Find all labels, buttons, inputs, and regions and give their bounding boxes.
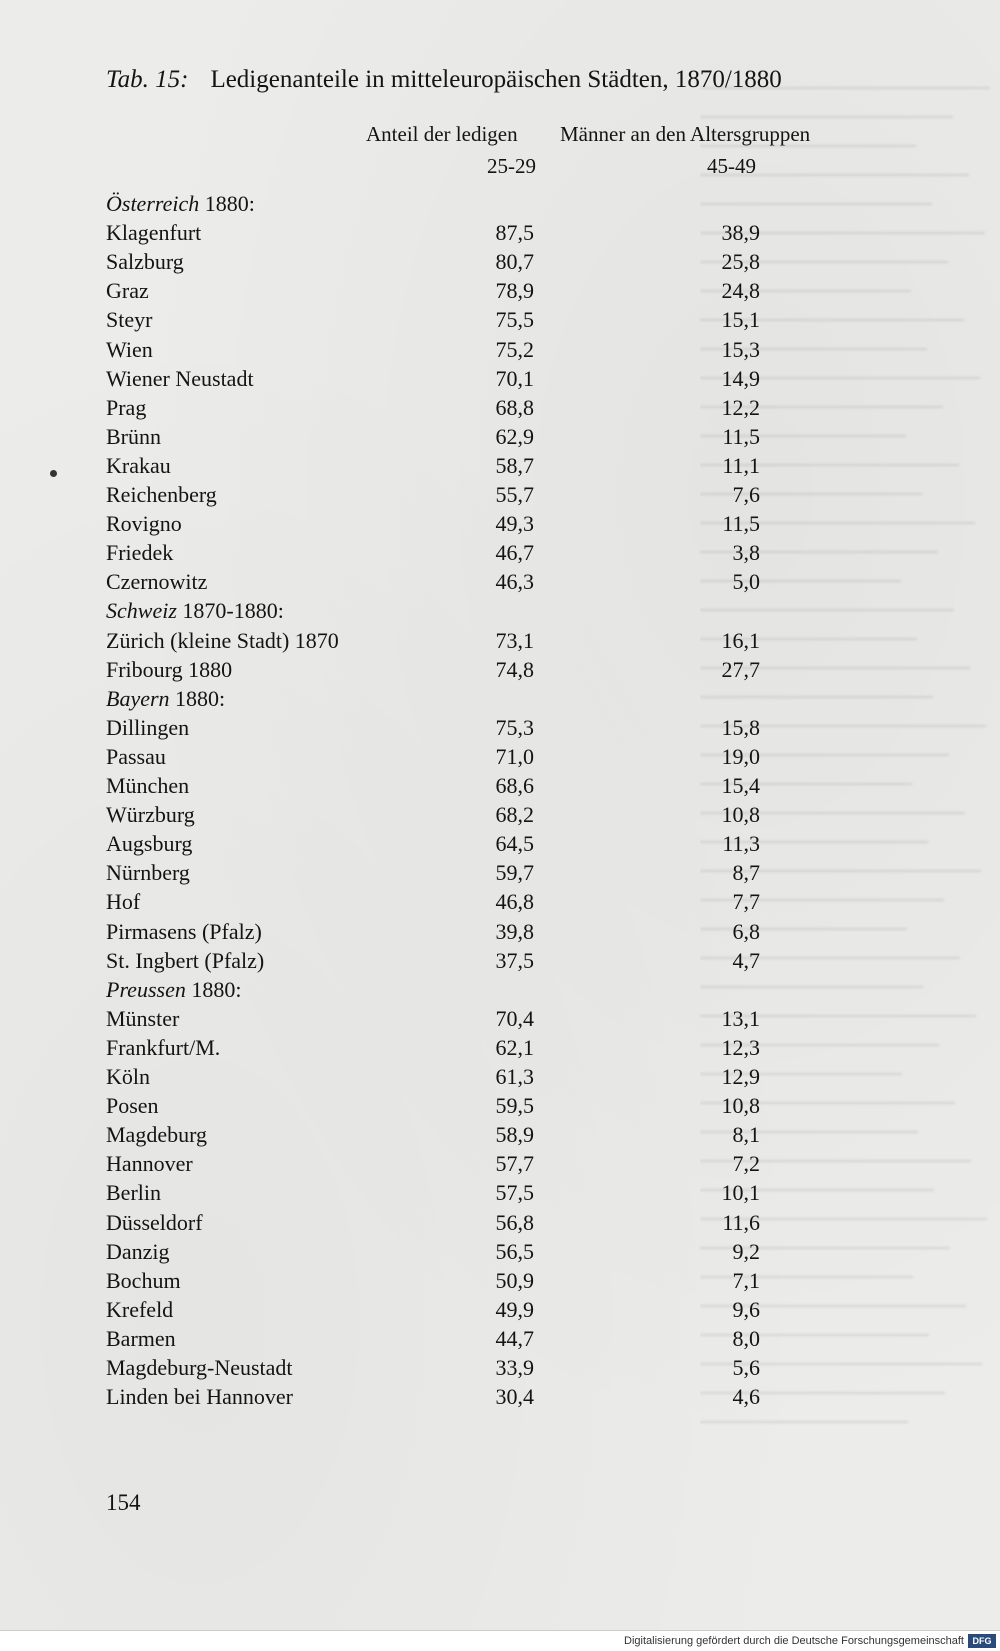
table-row [0, 888, 1000, 916]
value-45-49: 16,1 [721, 627, 760, 653]
value-45-49: 27,7 [721, 656, 760, 682]
value-25-29: 30,4 [495, 1384, 534, 1410]
city-name: Danzig [106, 1238, 170, 1264]
value-45-49: 12,9 [721, 1064, 760, 1089]
value-25-29: 46,7 [495, 540, 534, 566]
column-header-45-49: 45-49 [707, 154, 756, 178]
table-row [0, 510, 1000, 538]
value-45-49: 8,0 [732, 1325, 760, 1351]
value-25-29: 39,8 [495, 918, 534, 944]
bleed-line [700, 203, 932, 205]
value-25-29: 49,3 [495, 511, 534, 537]
section-name: Schweiz [106, 598, 177, 624]
value-25-29: 37,5 [495, 947, 534, 973]
city-name: Prag [106, 394, 147, 420]
value-45-49: 11,5 [722, 511, 760, 537]
section-heading [106, 976, 241, 1004]
city-name: Czernowitz [106, 569, 208, 595]
city-name: Fribourg 1880 [106, 656, 233, 682]
city-name: Steyr [106, 307, 153, 333]
value-45-49: 10,8 [721, 802, 760, 828]
value-25-29: 80,7 [495, 249, 534, 275]
column-header-25-29: 25-29 [487, 154, 536, 178]
value-45-49: 15,8 [721, 714, 760, 740]
value-45-49: 9,6 [732, 1296, 760, 1322]
value-45-49: 8,7 [732, 860, 760, 886]
table-row [0, 1063, 1000, 1091]
value-45-49: 6,8 [732, 918, 760, 944]
section-suffix: 1880: [199, 191, 255, 216]
value-45-49: 15,4 [721, 773, 760, 798]
city-name: Wiener Neustadt [106, 365, 254, 391]
value-45-49: 5,6 [732, 1355, 760, 1380]
table-row [0, 1179, 1000, 1207]
section-suffix: 1870-1880: [176, 598, 284, 624]
value-25-29: 70,1 [495, 365, 534, 391]
value-45-49: 7,7 [732, 889, 760, 915]
city-name: Bochum [106, 1267, 181, 1293]
city-name: Krefeld [106, 1296, 174, 1322]
city-name: Graz [106, 278, 149, 304]
value-25-29: 62,9 [495, 423, 534, 449]
value-45-49: 11,1 [722, 452, 760, 478]
section-suffix: 1880: [169, 685, 226, 711]
value-25-29: 44,7 [495, 1325, 534, 1351]
value-45-49: 11,6 [722, 1209, 760, 1235]
table-row [0, 1354, 1000, 1382]
value-25-29: 73,1 [495, 627, 534, 653]
value-25-29: 56,5 [495, 1238, 534, 1264]
city-name: St. Ingbert (Pfalz) [106, 947, 265, 973]
value-45-49: 15,3 [721, 336, 760, 362]
bleed-line [700, 116, 953, 118]
value-45-49: 11,5 [722, 423, 760, 449]
value-45-49: 12,2 [721, 394, 760, 420]
margin-mark [50, 470, 57, 477]
value-25-29: 33,9 [495, 1355, 534, 1380]
value-25-29: 59,5 [495, 1093, 534, 1119]
table-row [0, 801, 1000, 829]
table-row [0, 1034, 1000, 1062]
value-45-49: 24,8 [721, 278, 760, 304]
city-name: Nürnberg [106, 860, 190, 886]
dfg-logo: DFG [968, 1634, 996, 1648]
table-row [0, 1267, 1000, 1295]
value-45-49: 25,8 [721, 249, 760, 275]
value-25-29: 57,5 [495, 1180, 534, 1206]
table-title [106, 66, 782, 94]
city-name: Passau [106, 743, 166, 769]
table-row [0, 1383, 1000, 1411]
city-name: Reichenberg [106, 482, 217, 507]
table-row [0, 859, 1000, 887]
value-45-49: 10,8 [721, 1093, 760, 1119]
value-25-29: 75,5 [495, 307, 534, 333]
table-row [0, 627, 1000, 655]
value-45-49: 13,1 [721, 1005, 760, 1031]
city-name: Zürich (kleine Stadt) 1870 [106, 627, 339, 653]
value-45-49: 7,2 [732, 1151, 760, 1177]
value-45-49: 5,0 [732, 569, 760, 595]
table-row [0, 714, 1000, 742]
city-name: Hannover [106, 1151, 193, 1177]
city-name: Pirmasens (Pfalz) [106, 918, 262, 944]
table-row [0, 918, 1000, 946]
section-heading [106, 597, 284, 625]
bleed-line [700, 609, 954, 611]
table-row [0, 568, 1000, 596]
value-25-29: 75,2 [495, 336, 534, 362]
value-25-29: 46,3 [495, 569, 534, 595]
value-25-29: 87,5 [495, 220, 534, 246]
value-45-49: 11,3 [722, 831, 760, 857]
value-45-49: 7,6 [732, 482, 760, 507]
value-25-29: 49,9 [495, 1296, 534, 1322]
city-name: Wien [106, 336, 153, 362]
value-45-49: 10,1 [721, 1180, 760, 1206]
city-name: Salzburg [106, 249, 184, 275]
city-name: Krakau [106, 452, 171, 478]
value-45-49: 14,9 [721, 365, 760, 391]
table-row [0, 219, 1000, 247]
value-45-49: 38,9 [721, 220, 760, 246]
city-name: Brünn [106, 423, 161, 449]
city-name: Köln [106, 1064, 150, 1089]
table-row [0, 481, 1000, 509]
city-name: Magdeburg [106, 1122, 208, 1148]
table-row [0, 452, 1000, 480]
table-row [0, 743, 1000, 771]
city-name: Augsburg [106, 831, 193, 857]
table-row [0, 306, 1000, 334]
section-heading [106, 190, 255, 218]
city-name: Hof [106, 889, 141, 915]
value-45-49: 9,2 [732, 1238, 760, 1264]
value-45-49: 7,1 [732, 1267, 760, 1293]
city-name: München [106, 773, 190, 798]
value-25-29: 68,8 [495, 394, 534, 420]
city-name: Rovigno [106, 511, 182, 537]
value-45-49: 12,3 [721, 1034, 760, 1060]
section-name: Bayern [106, 685, 170, 711]
table-row [0, 1325, 1000, 1353]
table-row [0, 248, 1000, 276]
table-row [0, 1121, 1000, 1149]
city-name: Würzburg [106, 802, 195, 828]
value-45-49: 19,0 [721, 743, 760, 769]
bleed-line [700, 1421, 908, 1423]
value-25-29: 46,8 [495, 889, 534, 915]
value-25-29: 50,9 [495, 1267, 534, 1293]
section-name: Österreich [106, 191, 200, 216]
city-name: Düsseldorf [106, 1209, 203, 1235]
table-row [0, 1296, 1000, 1324]
table-row [0, 277, 1000, 305]
city-name: Barmen [106, 1325, 176, 1351]
value-25-29: 68,6 [495, 773, 534, 798]
city-name: Münster [106, 1005, 180, 1031]
table-row [0, 656, 1000, 684]
bleed-line [700, 986, 923, 988]
value-25-29: 56,8 [495, 1209, 534, 1235]
table-row [0, 1209, 1000, 1237]
table-row [0, 1238, 1000, 1266]
value-25-29: 59,7 [495, 860, 534, 886]
value-25-29: 58,7 [495, 452, 534, 478]
city-name: Frankfurt/M. [106, 1034, 221, 1060]
city-name: Berlin [106, 1180, 161, 1206]
table-row [0, 772, 1000, 800]
footer-text: Digitalisierung gefördert durch die Deutsche Forschungsgemeinschaft [624, 1635, 964, 1647]
value-25-29: 57,7 [495, 1151, 534, 1177]
table-label: Tab. 15: [106, 66, 189, 93]
section-suffix: 1880: [185, 976, 242, 1002]
table-row [0, 830, 1000, 858]
section-heading [106, 685, 225, 713]
column-header-a: Anteil der ledigen [366, 122, 518, 146]
table-title-text: Ledigenanteile in mitteleuropäischen Städten, 1870/1880 [210, 66, 782, 93]
table-row [0, 1150, 1000, 1178]
section-name: Preussen [106, 976, 186, 1002]
city-name: Linden bei Hannover [106, 1384, 293, 1410]
table-row [0, 336, 1000, 364]
value-25-29: 70,4 [495, 1005, 534, 1031]
bleed-line [700, 696, 933, 698]
city-name: Magdeburg-Neustadt [106, 1355, 293, 1380]
table-row [0, 539, 1000, 567]
city-name: Klagenfurt [106, 220, 202, 246]
page-number: 154 [106, 1490, 141, 1515]
value-25-29: 75,3 [495, 714, 534, 740]
value-25-29: 71,0 [495, 743, 534, 769]
table-row [0, 423, 1000, 451]
table-row [0, 1092, 1000, 1120]
table-row [0, 1005, 1000, 1033]
value-45-49: 4,7 [732, 947, 760, 973]
value-25-29: 62,1 [495, 1034, 534, 1060]
value-25-29: 55,7 [495, 482, 534, 507]
table-row [0, 365, 1000, 393]
column-header-b: Männer an den Altersgruppen [560, 122, 811, 146]
value-45-49: 8,1 [732, 1122, 760, 1148]
value-45-49: 15,1 [721, 307, 760, 333]
value-25-29: 74,8 [495, 656, 534, 682]
value-25-29: 68,2 [495, 802, 534, 828]
value-25-29: 61,3 [495, 1064, 534, 1089]
footer-bar [0, 1630, 1000, 1651]
table-row [0, 947, 1000, 975]
value-25-29: 58,9 [495, 1122, 534, 1148]
city-name: Friedek [106, 540, 174, 566]
city-name: Dillingen [106, 714, 190, 740]
value-25-29: 64,5 [495, 831, 534, 857]
value-45-49: 3,8 [732, 540, 760, 566]
value-45-49: 4,6 [732, 1384, 760, 1410]
table-row [0, 394, 1000, 422]
city-name: Posen [106, 1093, 159, 1119]
value-25-29: 78,9 [495, 278, 534, 304]
